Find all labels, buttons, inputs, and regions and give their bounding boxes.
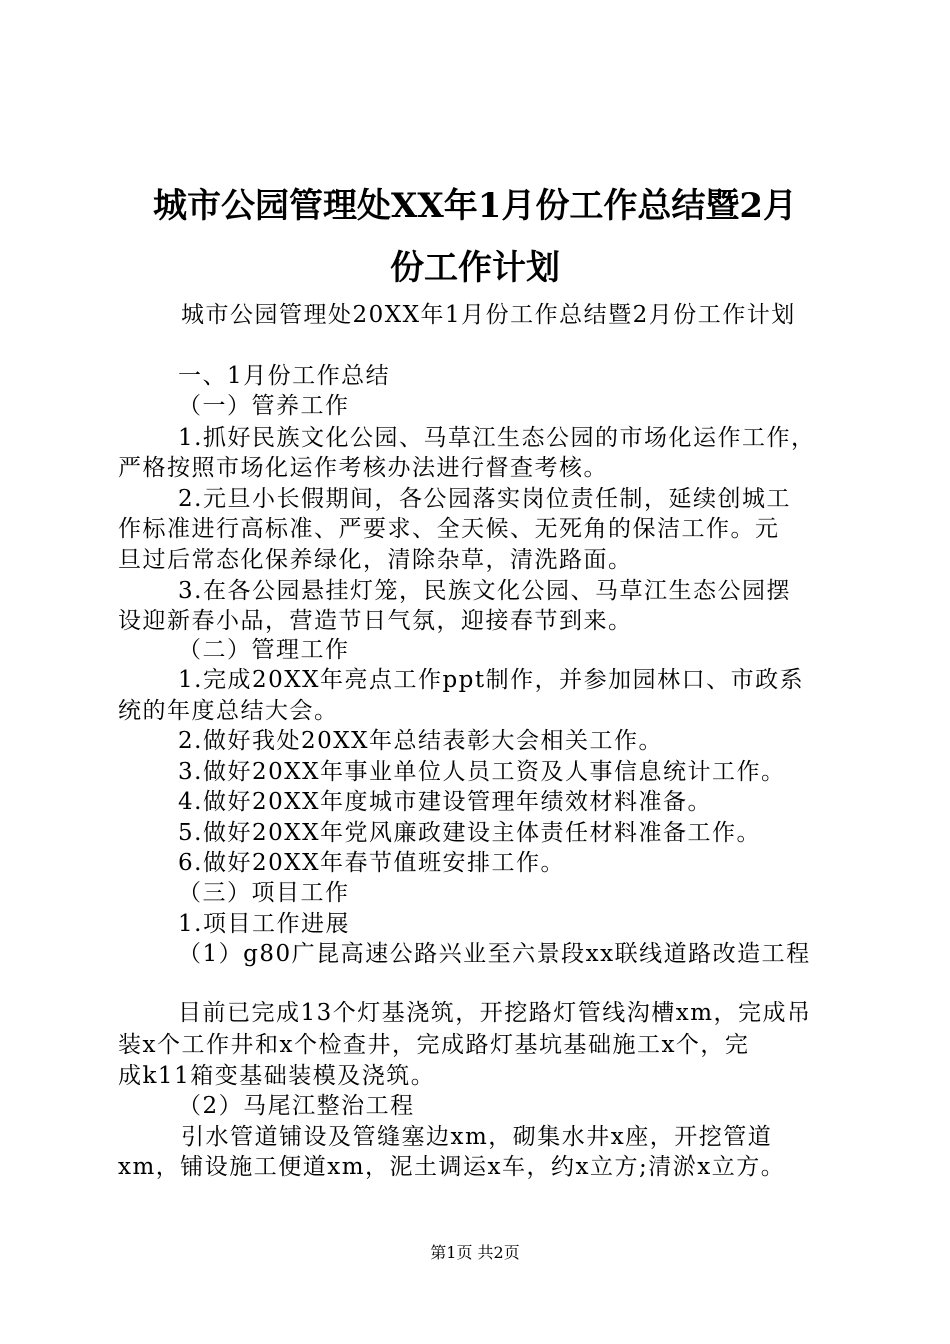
paragraph-line: 旦过后常态化保养绿化，清除杂草，清洗路面。 (118, 547, 633, 573)
subsection-heading: （二）管理工作 (178, 637, 350, 663)
paragraph-line: 3.做好20XX年事业单位人员工资及人事信息统计工作。 (178, 759, 786, 785)
paragraph-line: 严格按照市场化运作考核办法进行督查考核。 (118, 455, 608, 481)
paragraph-line: （1）g80广昆高速公路兴业至六景段xx联线道路改造工程 (178, 941, 811, 967)
document-title-line-1: 城市公园管理处XX年1月份工作总结暨2月 (152, 186, 798, 226)
paragraph-line: 1.项目工作进展 (178, 911, 350, 937)
paragraph-line: 5.做好20XX年党风廉政建设主体责任材料准备工作。 (178, 820, 761, 846)
paragraph-line: 统的年度总结大会。 (118, 698, 339, 724)
paragraph-line: 1.抓好民族文化公园、马草江生态公园的市场化运作工作， (178, 425, 816, 451)
paragraph-line: 作标准进行高标准、严要求、全天候、无死角的保洁工作。元 (118, 516, 780, 542)
subtitle: 城市公园管理处20XX年1月份工作总结暨2月份工作计划 (181, 302, 796, 328)
paragraph-line: 6.做好20XX年春节值班安排工作。 (178, 850, 565, 876)
subsection-heading: （三）项目工作 (178, 880, 350, 906)
paragraph-line: 设迎新春小品，营造节日气氛，迎接春节到来。 (118, 608, 633, 634)
paragraph-line: 1.完成20XX年亮点工作ppt制作，并参加园林口、市政系 (178, 667, 805, 693)
paragraph-line: 4.做好20XX年度城市建设管理年绩效材料准备。 (178, 789, 712, 815)
subsection-heading: （2）马尾江整治工程 (178, 1093, 415, 1119)
section-heading: 一、1月份工作总结 (178, 363, 391, 389)
paragraph-line: 2.元旦小长假期间，各公园落实岗位责任制，延续创城工 (178, 486, 791, 512)
subsection-heading: （一）管养工作 (178, 393, 350, 419)
paragraph-line: 成k11箱变基础装模及浇筑。 (118, 1063, 436, 1089)
paragraph-line: 目前已完成13个灯基浇筑，开挖路灯管线沟槽xm，完成吊 (178, 1000, 812, 1026)
paragraph-line: 2.做好我处20XX年总结表彰大会相关工作。 (178, 728, 663, 754)
paragraph-line: 引水管道铺设及管缝塞边xm，砌集水井x座，开挖管道 (181, 1124, 773, 1150)
page-footer: 第1页 共2页 (430, 1243, 520, 1262)
paragraph-line: 装x个工作井和x个检查井，完成路灯基坑基础施工x个，完 (118, 1032, 750, 1058)
paragraph-line: 3.在各公园悬挂灯笼，民族文化公园、马草江生态公园摆 (178, 578, 791, 604)
paragraph-line: xm，铺设施工便道xm，泥土调运x车，约x立方;清淤x立方。 (118, 1154, 786, 1180)
document-title-line-2: 份工作计划 (390, 248, 560, 288)
